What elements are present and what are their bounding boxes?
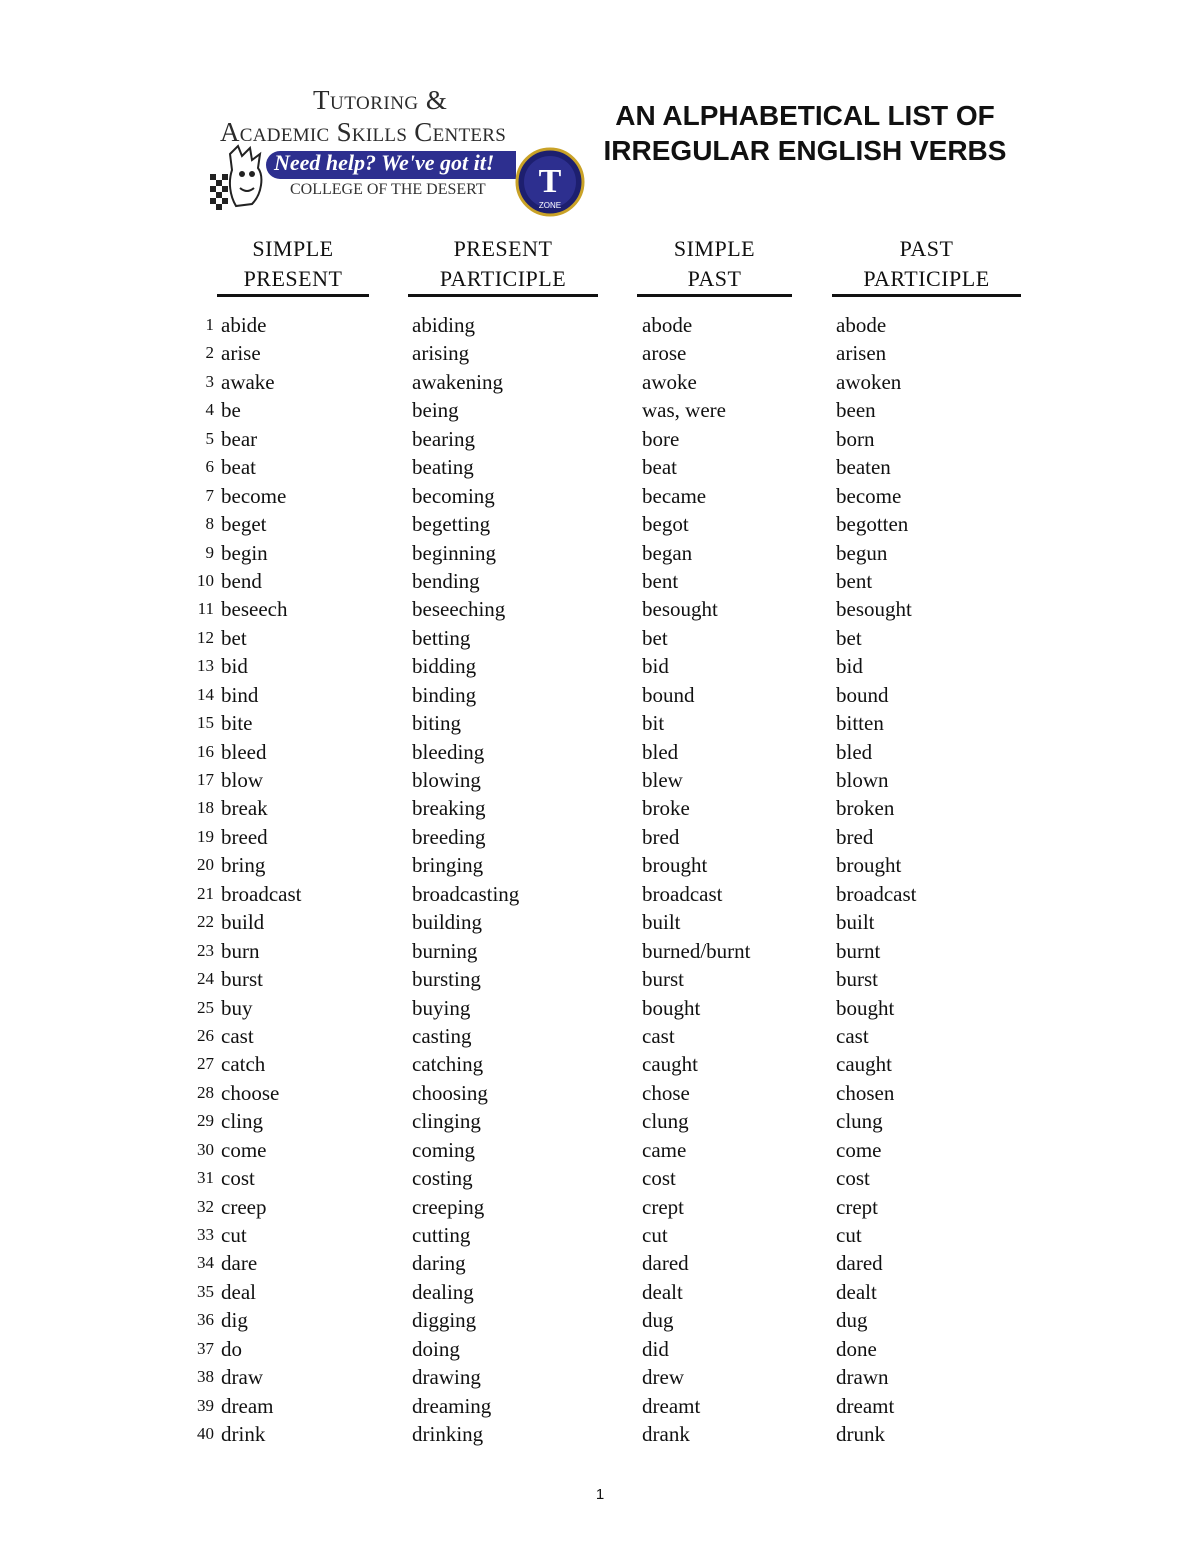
past-participle: brought — [836, 853, 902, 878]
present-participle: beseeching — [412, 597, 506, 622]
present-participle: casting — [412, 1023, 472, 1048]
row-number: 35 — [197, 1281, 214, 1301]
past-participle: awoken — [836, 369, 902, 394]
header-rule — [637, 294, 792, 297]
badge-letter: T — [538, 163, 562, 200]
past-participle: dealt — [836, 1279, 877, 1304]
table-row — [0, 1221, 1200, 1249]
past-participle: drawn — [836, 1365, 889, 1390]
row-number: 6 — [205, 457, 214, 477]
table-row — [0, 738, 1200, 766]
row-number: 17 — [197, 770, 214, 789]
simple-present: bring — [221, 853, 266, 878]
header-line: PRESENT — [243, 266, 343, 291]
header-line: PAST — [687, 266, 742, 291]
simple-past: dug — [642, 1308, 674, 1333]
present-participle: creeping — [412, 1194, 485, 1219]
table-row — [0, 567, 1200, 595]
simple-present: buy — [221, 995, 253, 1020]
past-participle: born — [836, 426, 875, 451]
header-simple-past — [637, 234, 792, 294]
row-number: 32 — [197, 1196, 214, 1216]
row-number: 3 — [205, 371, 214, 391]
table-row — [0, 1079, 1200, 1107]
row-number: 1 — [205, 315, 214, 334]
past-participle: been — [836, 398, 876, 423]
past-participle: cut — [836, 1223, 862, 1247]
simple-past: dared — [642, 1251, 689, 1276]
document-title — [585, 98, 1025, 168]
logo-banner-text: Need help? We've got it! — [274, 150, 495, 175]
simple-present: build — [221, 910, 265, 935]
row-number: 12 — [197, 627, 214, 647]
row-number: 30 — [197, 1139, 214, 1159]
row-number: 34 — [197, 1253, 214, 1273]
simple-present: deal — [221, 1279, 256, 1304]
simple-present: burst — [221, 967, 263, 992]
present-participle: building — [412, 910, 483, 935]
past-participle: caught — [836, 1052, 892, 1077]
page-number: 1 — [595, 1486, 605, 1503]
simple-present: bet — [221, 625, 247, 650]
table-row — [0, 937, 1200, 965]
simple-past: came — [642, 1137, 687, 1162]
past-participle: broadcast — [836, 881, 917, 906]
simple-present: catch — [221, 1052, 266, 1077]
present-participle: breaking — [412, 796, 486, 821]
present-participle: begetting — [412, 512, 491, 537]
simple-present: beseech — [221, 597, 288, 622]
table-row — [0, 709, 1200, 737]
logo-college-name: COLLEGE OF THE DESERT — [290, 181, 486, 198]
table-row — [0, 1335, 1200, 1363]
simple-past: drank — [642, 1422, 690, 1447]
simple-past: began — [642, 540, 693, 565]
past-participle: drunk — [836, 1422, 885, 1447]
past-participle: bled — [836, 739, 873, 764]
table-row — [0, 624, 1200, 652]
row-number: 19 — [197, 826, 214, 846]
simple-past: dreamt — [642, 1393, 701, 1418]
table-row — [0, 396, 1200, 424]
badge-sub: ZONE — [538, 201, 562, 210]
simple-past: cast — [642, 1023, 675, 1048]
row-number: 9 — [205, 542, 214, 562]
row-number: 14 — [197, 684, 214, 704]
simple-present: draw — [221, 1365, 263, 1390]
present-participle: beating — [412, 455, 474, 480]
simple-present: dig — [221, 1308, 248, 1333]
logo-line-tutoring: Tutoring & — [313, 85, 448, 115]
past-participle: burnt — [836, 938, 881, 963]
row-number: 15 — [197, 713, 214, 733]
simple-past: did — [642, 1336, 669, 1361]
simple-past: dealt — [642, 1279, 683, 1304]
row-number: 16 — [197, 741, 214, 761]
header-present-participle — [408, 234, 598, 294]
simple-past: bound — [642, 682, 695, 707]
verb-table — [0, 311, 1200, 1449]
table-row — [0, 1164, 1200, 1192]
simple-present: drink — [221, 1422, 266, 1447]
simple-present: bear — [221, 426, 258, 451]
table-row — [0, 994, 1200, 1022]
simple-past: burst — [642, 967, 684, 992]
present-participle: bursting — [412, 967, 481, 992]
simple-present: be — [221, 398, 241, 423]
simple-past: bid — [642, 654, 669, 679]
row-number: 23 — [197, 940, 214, 960]
past-participle: begotten — [836, 512, 909, 537]
table-row — [0, 482, 1200, 510]
simple-past: bought — [642, 995, 701, 1020]
past-participle: blown — [836, 768, 889, 792]
row-number: 28 — [197, 1082, 214, 1102]
header-simple-present — [217, 234, 369, 294]
simple-past: burned/burnt — [642, 938, 751, 963]
row-number: 18 — [197, 798, 214, 818]
present-participle: doing — [412, 1336, 460, 1361]
simple-present: cast — [221, 1023, 254, 1048]
simple-present: cost — [221, 1166, 255, 1191]
simple-present: become — [221, 483, 287, 508]
table-row — [0, 908, 1200, 936]
table-row — [0, 368, 1200, 396]
simple-present: creep — [221, 1194, 267, 1219]
past-participle: beaten — [836, 455, 891, 480]
simple-past: cost — [642, 1166, 676, 1191]
simple-past: abode — [642, 313, 693, 337]
past-participle: bid — [836, 654, 863, 679]
simple-past: bred — [642, 824, 680, 849]
simple-past: bit — [642, 711, 665, 736]
simple-past: built — [642, 910, 681, 935]
past-participle: dared — [836, 1251, 883, 1276]
past-participle: bought — [836, 995, 895, 1020]
row-number: 13 — [197, 656, 214, 676]
header-rule — [217, 294, 369, 297]
present-participle: arising — [412, 341, 470, 366]
past-participle: bet — [836, 625, 862, 650]
row-number: 31 — [197, 1168, 214, 1188]
present-participle: costing — [412, 1166, 473, 1191]
present-participle: bringing — [412, 853, 484, 878]
past-participle: built — [836, 910, 875, 935]
table-row — [0, 681, 1200, 709]
mascot-icon — [208, 144, 272, 212]
table-row — [0, 339, 1200, 367]
simple-past: was, were — [642, 398, 726, 423]
table-row — [0, 1363, 1200, 1391]
table-row — [0, 1278, 1200, 1306]
present-participle: abiding — [412, 313, 475, 337]
table-row — [0, 1420, 1200, 1448]
simple-present: cling — [221, 1109, 263, 1134]
simple-present: break — [221, 796, 268, 821]
row-number: 24 — [197, 969, 214, 989]
simple-past: awoke — [642, 369, 697, 394]
simple-present: dream — [221, 1393, 274, 1418]
table-row — [0, 652, 1200, 680]
row-number: 4 — [205, 400, 214, 420]
table-row — [0, 1193, 1200, 1221]
title-line-1: AN ALPHABETICAL LIST OF — [615, 100, 995, 131]
table-row — [0, 851, 1200, 879]
present-participle: burning — [412, 938, 478, 963]
past-participle: chosen — [836, 1080, 895, 1105]
table-row — [0, 595, 1200, 623]
simple-past: chose — [642, 1080, 690, 1105]
past-participle: clung — [836, 1109, 883, 1134]
simple-present: beat — [221, 455, 256, 480]
present-participle: awakening — [412, 369, 503, 394]
simple-past: clung — [642, 1109, 689, 1134]
past-participle: begun — [836, 540, 888, 565]
past-participle: bitten — [836, 711, 884, 736]
header-line: SIMPLE — [673, 236, 756, 261]
past-participle: become — [836, 483, 902, 508]
table-row — [0, 823, 1200, 851]
present-participle: binding — [412, 682, 477, 707]
table-row — [0, 1022, 1200, 1050]
present-participle: drawing — [412, 1365, 481, 1390]
header-line: PRESENT — [453, 236, 553, 261]
logo-line-academic: Academic Skills Centers — [220, 117, 507, 147]
header-rule — [408, 294, 598, 297]
header-rule — [832, 294, 1021, 297]
row-number: 20 — [197, 855, 214, 875]
present-participle: coming — [412, 1137, 475, 1162]
simple-past: beat — [642, 455, 677, 480]
present-participle: bearing — [412, 426, 475, 451]
present-participle: broadcasting — [412, 881, 520, 906]
row-number: 21 — [197, 883, 214, 903]
row-number: 29 — [197, 1111, 214, 1131]
simple-present: arise — [221, 341, 261, 366]
row-number: 7 — [205, 485, 214, 505]
simple-past: broke — [642, 796, 690, 821]
simple-present: dare — [221, 1251, 258, 1276]
past-participle: abode — [836, 313, 887, 337]
present-participle: dreaming — [412, 1393, 492, 1418]
header-line: PARTICIPLE — [439, 266, 567, 291]
present-participle: bleeding — [412, 739, 485, 764]
simple-present: bend — [221, 568, 262, 593]
simple-present: blow — [221, 768, 263, 792]
row-number: 25 — [197, 997, 214, 1017]
past-participle: come — [836, 1137, 882, 1162]
past-participle: cast — [836, 1023, 869, 1048]
table-row — [0, 510, 1200, 538]
simple-past: besought — [642, 597, 718, 622]
simple-past: crept — [642, 1194, 684, 1219]
table-row — [0, 766, 1200, 794]
simple-past: cut — [642, 1223, 668, 1247]
simple-present: choose — [221, 1080, 280, 1105]
title-line-2: IRREGULAR ENGLISH VERBS — [603, 135, 1007, 166]
present-participle: biting — [412, 711, 462, 736]
row-number: 8 — [205, 514, 214, 534]
past-participle: broken — [836, 796, 895, 821]
simple-past: bore — [642, 426, 680, 451]
table-row — [0, 794, 1200, 822]
present-participle: betting — [412, 625, 471, 650]
past-participle: cost — [836, 1166, 870, 1191]
simple-present: do — [221, 1336, 242, 1361]
past-participle: bound — [836, 682, 889, 707]
row-number: 2 — [205, 343, 214, 363]
table-row — [0, 965, 1200, 993]
present-participle: breeding — [412, 824, 486, 849]
table-row — [0, 539, 1200, 567]
table-row — [0, 1050, 1200, 1078]
simple-present: bind — [221, 682, 259, 707]
simple-present: abide — [221, 313, 267, 337]
present-participle: blowing — [412, 768, 481, 792]
simple-past: bet — [642, 625, 668, 650]
simple-present: come — [221, 1137, 267, 1162]
row-number: 11 — [197, 599, 214, 619]
row-number: 5 — [205, 428, 214, 448]
simple-present: broadcast — [221, 881, 302, 906]
present-participle: being — [412, 398, 459, 423]
simple-present: burn — [221, 938, 260, 963]
header-past-participle — [832, 234, 1021, 294]
simple-past: became — [642, 483, 707, 508]
past-participle: crept — [836, 1194, 878, 1219]
present-participle: beginning — [412, 540, 496, 565]
t-zone-badge-icon — [514, 146, 586, 218]
present-participle: clinging — [412, 1109, 481, 1134]
simple-past: broadcast — [642, 881, 723, 906]
past-participle: dreamt — [836, 1393, 895, 1418]
past-participle: bent — [836, 568, 873, 593]
present-participle: dealing — [412, 1279, 474, 1304]
table-row — [0, 1392, 1200, 1420]
row-number: 26 — [197, 1025, 214, 1045]
simple-past: begot — [642, 512, 689, 537]
past-participle: dug — [836, 1308, 868, 1333]
row-number: 40 — [197, 1424, 214, 1444]
simple-past: blew — [642, 768, 683, 792]
present-participle: becoming — [412, 483, 495, 508]
past-participle: arisen — [836, 341, 887, 366]
present-participle: bending — [412, 568, 480, 593]
past-participle: bred — [836, 824, 874, 849]
simple-present: beget — [221, 512, 267, 537]
past-participle: burst — [836, 967, 878, 992]
table-row — [0, 311, 1200, 339]
row-number: 22 — [197, 912, 214, 932]
table-row — [0, 1107, 1200, 1135]
present-participle: choosing — [412, 1080, 488, 1105]
row-number: 37 — [197, 1338, 214, 1358]
present-participle: drinking — [412, 1422, 484, 1447]
present-participle: digging — [412, 1308, 477, 1333]
row-number: 10 — [197, 570, 214, 590]
row-number: 39 — [197, 1395, 214, 1415]
table-row — [0, 453, 1200, 481]
table-row — [0, 1249, 1200, 1277]
row-number: 27 — [197, 1054, 214, 1074]
header-line: PAST — [899, 236, 954, 261]
simple-past: caught — [642, 1052, 698, 1077]
header-line: SIMPLE — [252, 236, 334, 261]
row-number: 38 — [197, 1367, 214, 1387]
simple-present: bleed — [221, 739, 267, 764]
row-number: 36 — [197, 1310, 214, 1330]
present-participle: daring — [412, 1251, 466, 1276]
row-number: 33 — [197, 1225, 214, 1244]
table-row — [0, 425, 1200, 453]
table-row — [0, 1306, 1200, 1334]
simple-present: bid — [221, 654, 248, 679]
past-participle: done — [836, 1336, 877, 1361]
simple-past: arose — [642, 341, 687, 366]
present-participle: cutting — [412, 1223, 471, 1247]
simple-past: bled — [642, 739, 679, 764]
simple-present: begin — [221, 540, 268, 565]
simple-past: brought — [642, 853, 708, 878]
simple-present: awake — [221, 369, 275, 394]
logo — [208, 82, 593, 214]
present-participle: catching — [412, 1052, 484, 1077]
simple-past: drew — [642, 1365, 684, 1390]
simple-present: breed — [221, 824, 268, 849]
table-row — [0, 880, 1200, 908]
present-participle: bidding — [412, 654, 477, 679]
simple-present: cut — [221, 1223, 247, 1247]
simple-past: bent — [642, 568, 679, 593]
simple-present: bite — [221, 711, 253, 736]
header-line: PARTICIPLE — [863, 266, 990, 291]
present-participle: buying — [412, 995, 471, 1020]
past-participle: besought — [836, 597, 912, 622]
table-row — [0, 1136, 1200, 1164]
